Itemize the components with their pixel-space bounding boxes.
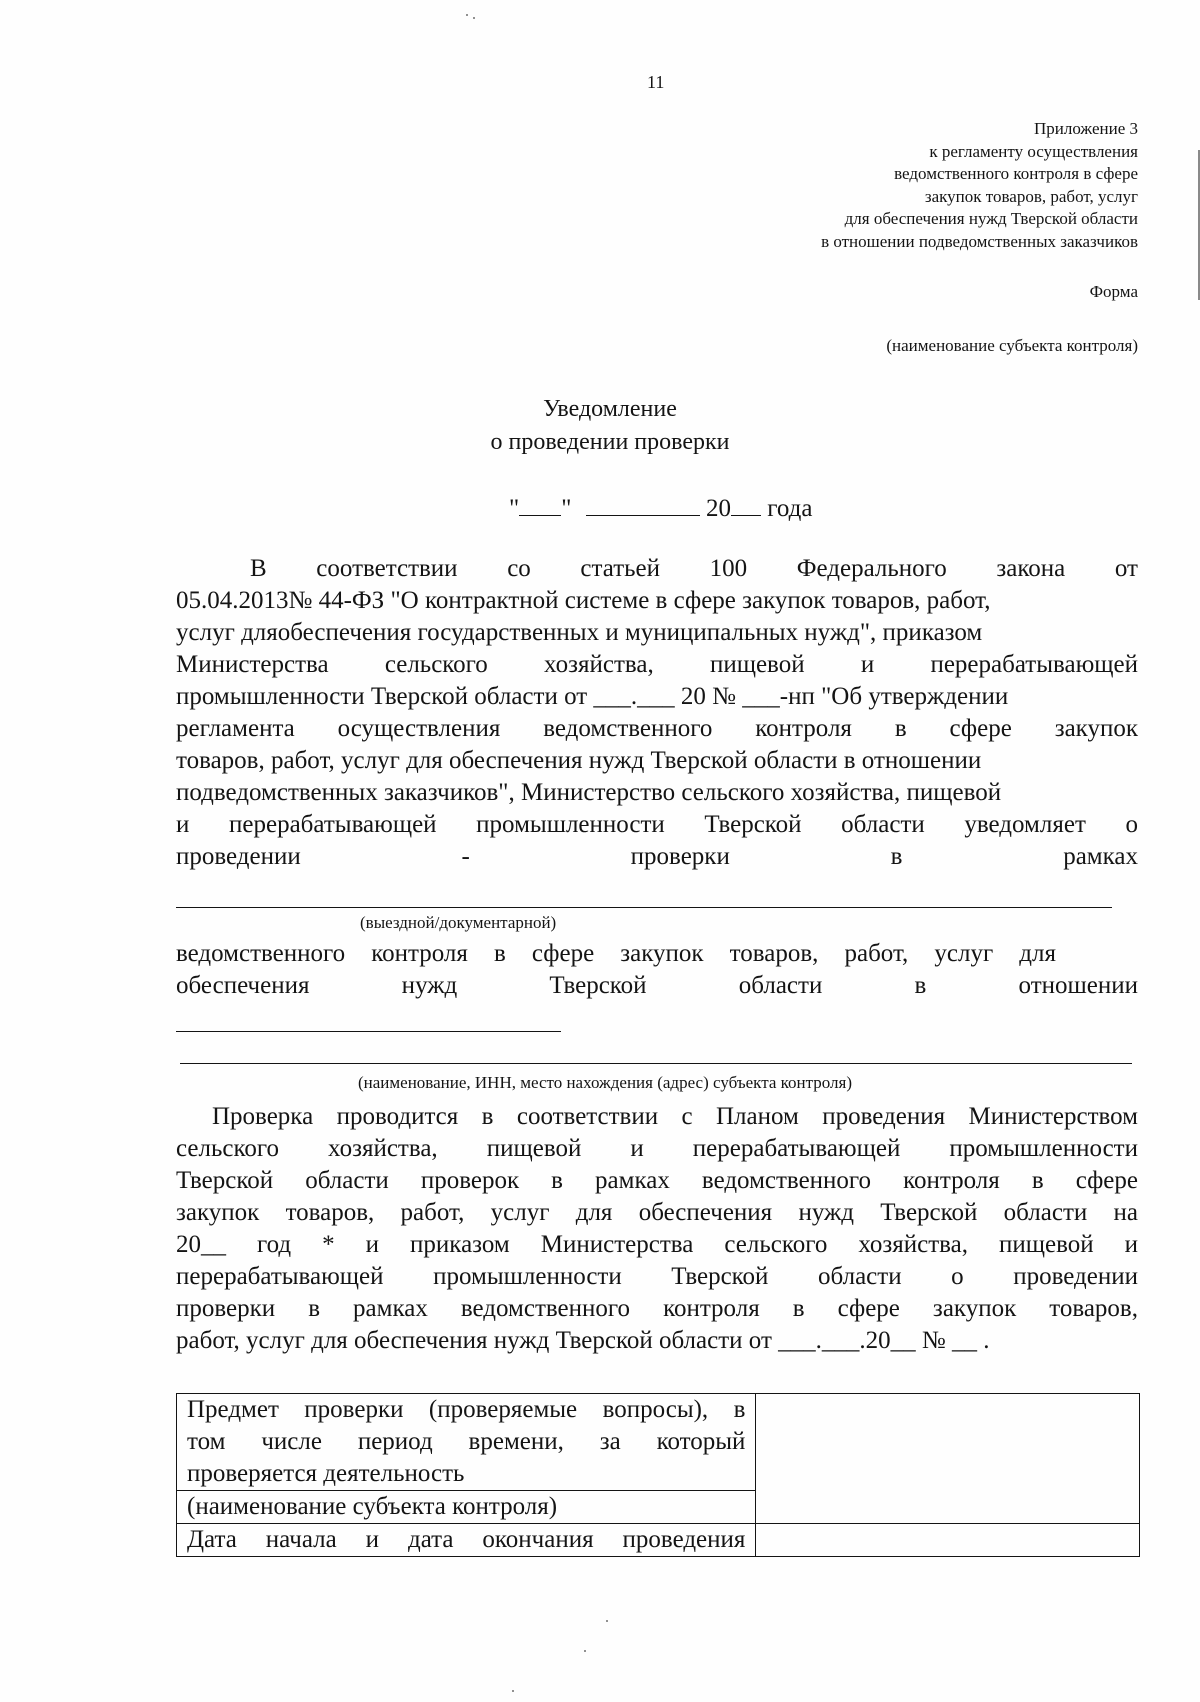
date-line [509,493,812,523]
year-prefix: 20 [705,495,731,522]
paragraph-inspection-plan [176,1101,1138,1357]
table-cell-dates-label [177,1524,756,1557]
day-blank [519,493,561,516]
table-cell-dates-value [756,1524,1140,1557]
paragraph-line: услуг дляобеспечения государственных и муниципальных нужд", приказом [176,619,983,646]
date-quote-open: " [509,495,520,522]
month-blank [586,493,700,516]
paragraph-line: Министерства сельского хозяйства, пищевой и перерабатывающей [176,651,1138,678]
table-cell-subject-value [756,1394,1140,1524]
paragraph-line: товаров, работ, услуг для обеспечения нужд Тверской области в отношении [176,747,982,774]
paragraph-line: проверки в рамках ведомственного контроля в сфере закупок товаров, [176,1295,1138,1322]
appendix-line: ведомственного контроля в сфере [894,164,1138,183]
scan-speck [466,14,468,16]
table-cell-line: проверяется деятельность [187,1460,465,1487]
page-number: 11 [647,72,665,92]
paragraph-line: Проверка проводится в соответствии с Планом проведения Министерством [212,1103,1138,1130]
date-quote-close: " [561,495,572,522]
subject-fill-line-full [180,1063,1132,1064]
paragraph-line: регламента осуществления ведомственного контроля в сфере закупок [176,715,1138,742]
paragraph-legal-basis-continued [176,938,1138,1002]
paragraph-line: В соответствии со статьей 100 Федерального закона от [250,555,1138,582]
paragraph-line: работ, услуг для обеспечения нужд Тверской области от ___.___.20__ № __ . [176,1327,990,1354]
appendix-line: к регламенту осуществления [929,141,1138,161]
appendix-block [821,118,1138,253]
subject-caption-top: (наименование субъекта контроля) [886,336,1138,355]
appendix-line: в отношении подведомственных заказчиков [821,231,1138,251]
paragraph-line: и перерабатывающей промышленности Тверской области уведомляет о [176,811,1138,838]
scan-speck [512,1690,514,1692]
scan-speck [606,1620,608,1622]
paragraph-line: подведомственных заказчиков", Министерство сельского хозяйства, пищевой [176,779,1002,806]
table-cell-entity-label: (наименование субъекта контроля) [177,1491,756,1524]
year-suffix: года [767,495,813,522]
form-label: Форма [1089,282,1138,301]
paragraph-line: перерабатывающей промышленности Тверской области о проведении [176,1263,1138,1290]
paragraph-line: промышленности Тверской области от ___.___ 20 № ___-нп "Об утверждении [176,683,1009,710]
scan-speck [584,1650,586,1652]
table-cell-line: Дата начала и дата окончания проведения [187,1526,746,1553]
appendix-line: закупок товаров, работ, услуг [924,186,1138,206]
check-type-fill-line [176,907,1112,908]
paragraph-line: 05.04.2013№ 44-ФЗ "О контрактной системе в сфере закупок товаров, работ, [176,587,991,614]
paragraph-line: закупок товаров, работ, услуг для обеспечения нужд Тверской области на [176,1199,1138,1226]
check-type-caption: (выездной/документарной) [360,913,557,932]
table-row [177,1394,1140,1491]
table-cell-line: Предмет проверки (проверяемые вопросы), в [187,1396,746,1423]
paragraph-line: ведомственного контроля в сфере закупок товаров, работ, услуг для [176,940,1056,967]
table-row [177,1524,1140,1557]
document-subtitle: о проведении проверки [490,429,730,455]
appendix-line: Приложение 3 [1034,119,1138,138]
paragraph-line: проведении - проверки в рамках [176,843,1138,870]
subject-fill-line-short [176,1031,561,1032]
document-title: Уведомление [543,396,677,422]
inspection-info-table [176,1393,1140,1557]
paragraph-line: Тверской области проверок в рамках ведомственного контроля в сфере [176,1167,1138,1194]
appendix-line: для обеспечения нужд Тверской области [844,209,1138,228]
table-cell-subject-label [177,1394,756,1491]
paragraph-legal-basis [176,553,1138,873]
scan-speck [473,17,475,19]
paragraph-line: обеспечения нужд Тверской области в отношении [176,972,1138,999]
subject-caption-full: (наименование, ИНН, место нахождения (адрес) субъекта контроля) [358,1073,853,1092]
paragraph-line: сельского хозяйства, пищевой и перерабатывающей промышленности [176,1135,1138,1162]
year-blank [731,493,761,516]
paragraph-line: 20__ год * и приказом Министерства сельского хозяйства, пищевой и [176,1231,1138,1258]
table-cell-line: том числе период времени, за который [187,1428,746,1455]
